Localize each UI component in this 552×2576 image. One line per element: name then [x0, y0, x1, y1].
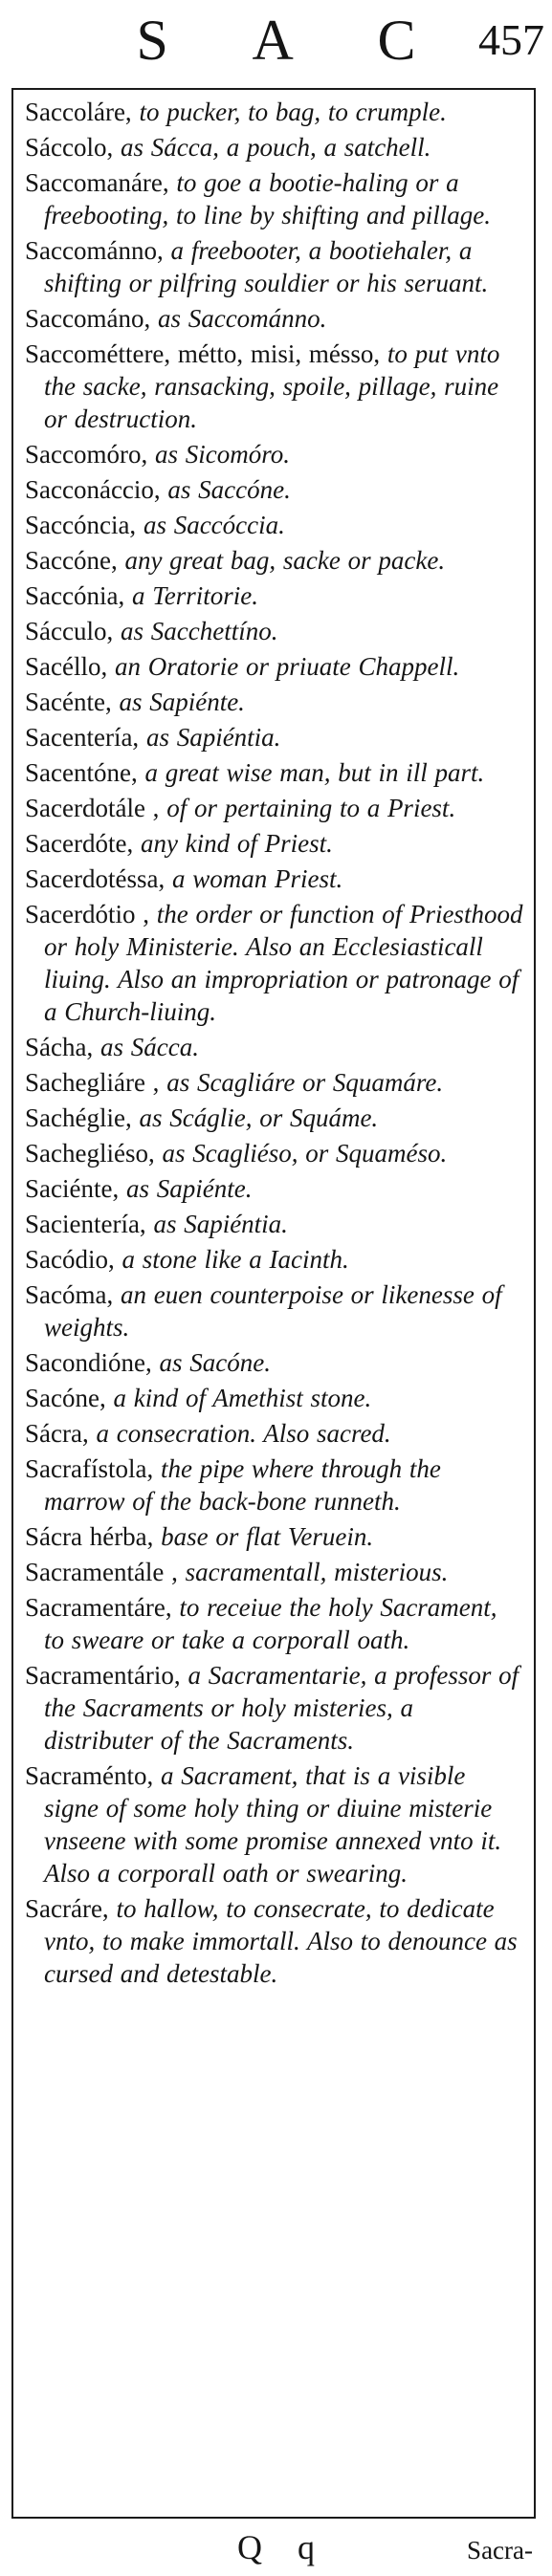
- entry-headword: Sacraménto,: [25, 1761, 154, 1790]
- entry-definition: as Scagliáre or Squamáre.: [159, 1068, 444, 1097]
- entry-definition: any great bag, sacke or packe.: [117, 546, 446, 575]
- dictionary-entry: [25, 862, 524, 895]
- dictionary-entry: [25, 1556, 524, 1588]
- entry-headword: Sácha,: [25, 1033, 94, 1061]
- dictionary-entry: [25, 615, 524, 647]
- dictionary-entry: [25, 721, 524, 753]
- entry-definition: as Sapiéntia.: [145, 1210, 288, 1238]
- entry-headword: Sacerdotéssa,: [25, 864, 166, 893]
- dictionary-entry: [25, 509, 524, 541]
- entry-headword: Saccoláre,: [25, 98, 132, 126]
- entry-headword: Sachegliáre ,: [25, 1068, 160, 1097]
- entry-headword: Saccóne,: [25, 546, 118, 575]
- dictionary-entry: [25, 338, 524, 435]
- entry-definition: an Oratorie or priuate Chappell.: [107, 652, 460, 681]
- dictionary-entry: [25, 1172, 524, 1205]
- dictionary-entry: [25, 1102, 524, 1134]
- entry-headword: Sacráre,: [25, 1894, 109, 1923]
- dictionary-entry: [25, 1759, 524, 1889]
- dictionary-entry: [25, 898, 524, 1028]
- entry-headword: Saccométtere, métto, misi, mésso,: [25, 339, 381, 368]
- dictionary-entry: [25, 756, 524, 789]
- dictionary-entry: [25, 1066, 524, 1099]
- entry-headword: Saccománo,: [25, 304, 151, 333]
- page-footer: [0, 2524, 552, 2572]
- entry-headword: Sacerdóte,: [25, 829, 134, 858]
- entry-definition: a kind of Amethist stone.: [105, 1384, 372, 1412]
- entry-definition: as Scáglie, or Squáme.: [131, 1103, 379, 1132]
- dictionary-entry: [25, 792, 524, 824]
- entry-definition: to put vnto the sacke, ransacking, spoile, pillage, ruine or destruction.: [44, 339, 500, 433]
- entry-headword: Saccomóro,: [25, 440, 148, 469]
- page-number: 457: [478, 15, 544, 64]
- dictionary-entry: [25, 234, 524, 299]
- entry-headword: Sacramentále ,: [25, 1558, 178, 1586]
- entry-definition: a woman Priest.: [165, 864, 343, 893]
- entry-definition: as Scagliéso, or Squaméso.: [154, 1139, 448, 1168]
- entry-headword: Saccónia,: [25, 581, 125, 610]
- dictionary-entry: [25, 650, 524, 683]
- entry-headword: Sacéllo,: [25, 652, 108, 681]
- dictionary-entry: [25, 1452, 524, 1517]
- entry-definition: any kind of Priest.: [133, 829, 333, 858]
- dictionary-entry: [25, 1382, 524, 1414]
- entry-headword: Sacerdotále ,: [25, 794, 160, 822]
- entry-headword: Sáccolo,: [25, 133, 114, 162]
- dictionary-entry: [25, 1892, 524, 1990]
- entry-definition: to hallow, to consecrate, to dedicate vnto, to make immortall. Also to denounce as cursed and detestable.: [44, 1894, 518, 1988]
- dictionary-entry: [25, 1346, 524, 1379]
- entry-definition: sacramentall, misterious.: [177, 1558, 449, 1586]
- entry-definition: base or flat Veruein.: [153, 1522, 374, 1551]
- entry-headword: Sácra hérba,: [25, 1522, 154, 1551]
- entry-headword: Sacramentáre,: [25, 1593, 172, 1622]
- dictionary-entry: [25, 1031, 524, 1063]
- entry-headword: Sacientería,: [25, 1210, 146, 1238]
- entry-headword: Sachéglie,: [25, 1103, 132, 1132]
- dictionary-entry: [25, 579, 524, 612]
- entry-definition: as Sicomóro.: [147, 440, 290, 469]
- entry-headword: Sácra,: [25, 1419, 89, 1448]
- dictionary-entry: [25, 686, 524, 718]
- running-head-letters: S A C: [136, 9, 453, 72]
- dictionary-entry: [25, 1243, 524, 1276]
- entry-definition: a consecration. Also sacred.: [88, 1419, 391, 1448]
- dictionary-entry: [25, 166, 524, 231]
- running-head: [0, 4, 552, 76]
- dictionary-entry: [25, 1591, 524, 1656]
- entry-definition: as Sapiéntia.: [139, 723, 281, 752]
- entries-column: [11, 88, 536, 2519]
- entry-headword: Sacentería,: [25, 723, 140, 752]
- dictionary-entry: [25, 544, 524, 577]
- entry-definition: a freebooter, a bootiehaler, a shifting or pilfring souldier or his seruant.: [44, 236, 489, 297]
- entry-headword: Sacerdótio ,: [25, 900, 149, 928]
- entry-definition: a Territorie.: [124, 581, 258, 610]
- entry-definition: as Saccóne.: [160, 475, 291, 504]
- entry-definition: a Sacrament, that is a visible signe of some holy thing or diuine misterie vnseene with some promise annexed vnto it. Also a corporall oath or swearing.: [44, 1761, 502, 1888]
- dictionary-entry: [25, 1137, 524, 1169]
- entry-definition: the order or function of Priesthood or holy Ministerie. Also an Ecclesiasticall liuing. Also an impropriation or patronage of a Church-liuing.: [44, 900, 523, 1026]
- entry-definition: as Sácca.: [93, 1033, 199, 1061]
- dictionary-entry: [25, 827, 524, 860]
- dictionary-entry: [25, 473, 524, 506]
- entry-headword: Sacóne,: [25, 1384, 106, 1412]
- entry-definition: as Sacóne.: [151, 1348, 271, 1377]
- entry-headword: Sachegliéso,: [25, 1139, 155, 1168]
- catchword: Sacra-: [467, 2536, 533, 2565]
- dictionary-entry: [25, 1417, 524, 1450]
- entry-headword: Sacrafístola,: [25, 1454, 154, 1483]
- entry-definition: to goe a bootie-haling or a freebooting, to line by shifting and pillage.: [44, 168, 491, 229]
- dictionary-entry: [25, 302, 524, 335]
- entry-headword: Sacramentário,: [25, 1661, 181, 1690]
- entry-definition: an euen counterpoise or likenesse of weights.: [44, 1280, 502, 1342]
- dictionary-entry: [25, 1520, 524, 1553]
- dictionary-entry: [25, 1278, 524, 1343]
- entry-definition: as Sapiénte.: [119, 1174, 253, 1203]
- entry-headword: Saciénte,: [25, 1174, 120, 1203]
- entry-definition: of or pertaining to a Priest.: [159, 794, 456, 822]
- dictionary-entry: [25, 131, 524, 164]
- entry-headword: Sacentóne,: [25, 758, 138, 787]
- dictionary-entry: [25, 1659, 524, 1757]
- entry-definition: to pucker, to bag, to crumple.: [131, 98, 447, 126]
- entry-headword: Saccóncia,: [25, 511, 137, 539]
- dictionary-entry: [25, 1208, 524, 1240]
- entry-definition: as Sacchettíno.: [113, 617, 278, 645]
- entry-definition: a Sacramentarie, a professor of the Sacraments or holy misteries, a distributer of the Sacraments.: [44, 1661, 519, 1755]
- entry-headword: Saccománno,: [25, 236, 164, 265]
- entry-definition: as Sapiénte.: [111, 688, 245, 716]
- entry-headword: Sacóma,: [25, 1280, 114, 1309]
- dictionary-entry: [25, 96, 524, 128]
- entry-definition: the pipe where through the marrow of the back-bone runneth.: [44, 1454, 441, 1516]
- dictionary-entry: [25, 438, 524, 470]
- entry-headword: Sacconáccio,: [25, 475, 161, 504]
- entry-headword: Sacódio,: [25, 1245, 115, 1274]
- signature-mark: Q q: [237, 2528, 328, 2566]
- entry-headword: Sacondióne,: [25, 1348, 152, 1377]
- entry-definition: a great wise man, but in ill part.: [137, 758, 485, 787]
- entry-headword: Sácculo,: [25, 617, 114, 645]
- entry-headword: Sacénte,: [25, 688, 112, 716]
- entry-definition: as Sácca, a pouch, a satchell.: [113, 133, 431, 162]
- entry-definition: a stone like a Iacinth.: [114, 1245, 349, 1274]
- entry-definition: as Saccománno.: [150, 304, 327, 333]
- entry-definition: as Saccóccia.: [136, 511, 285, 539]
- entry-headword: Saccomanáre,: [25, 168, 169, 197]
- entry-definition: to receiue the holy Sacrament, to sweare or take a corporall oath.: [44, 1593, 497, 1654]
